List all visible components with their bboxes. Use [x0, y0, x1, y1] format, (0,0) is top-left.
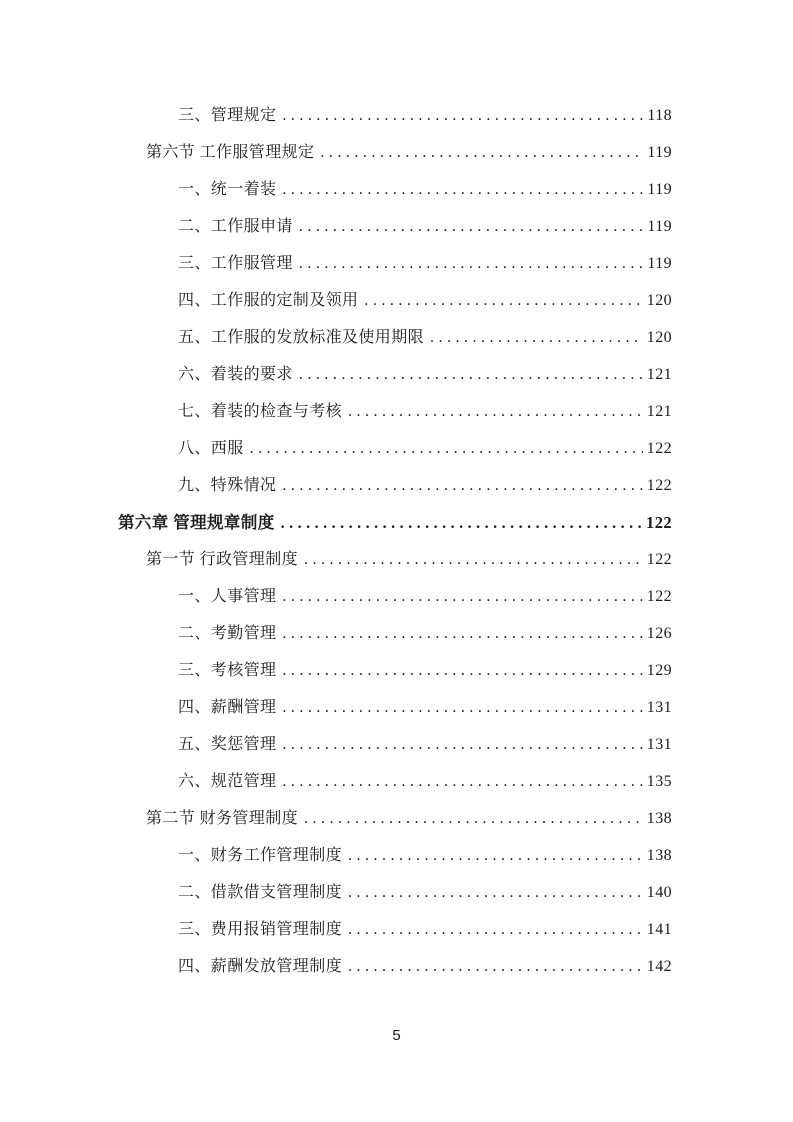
toc-entry-page: 119	[647, 144, 672, 161]
toc-entry[interactable]	[178, 97, 672, 134]
toc-leader-dots	[299, 208, 644, 245]
toc-entry-page: 122	[646, 551, 672, 568]
toc-entry-page: 129	[646, 662, 672, 679]
toc-entry-label: 七、着装的检查与考核	[178, 403, 343, 420]
toc-entry[interactable]	[178, 319, 672, 356]
page-footer	[0, 1027, 793, 1044]
toc-leader-dots	[282, 615, 642, 652]
toc-leader-dots	[320, 134, 643, 171]
toc-entry[interactable]	[178, 467, 672, 504]
toc-entry[interactable]	[178, 430, 672, 467]
toc-entry-label: 第一节 行政管理制度	[146, 551, 299, 568]
toc-entry-label: 五、奖惩管理	[178, 736, 277, 753]
toc-entry[interactable]	[178, 652, 672, 689]
toc-leader-dots	[364, 282, 642, 319]
toc-entry-page: 131	[646, 736, 672, 753]
toc-leader-dots	[282, 97, 643, 134]
toc-leader-dots	[299, 356, 643, 393]
toc-entry[interactable]	[178, 874, 672, 911]
toc-entry[interactable]	[178, 948, 672, 985]
toc-entry[interactable]	[178, 726, 672, 763]
toc-leader-dots	[299, 245, 644, 282]
toc-entry-page: 126	[646, 625, 672, 642]
toc-leader-dots	[250, 430, 643, 467]
toc-entry-page: 138	[646, 847, 672, 864]
toc-entry-label: 三、工作服管理	[178, 255, 293, 272]
toc-leader-dots	[282, 171, 643, 208]
toc-entry-label: 三、费用报销管理制度	[178, 921, 343, 938]
toc-entry-label: 八、西服	[178, 440, 244, 457]
toc-entry-label: 五、工作服的发放标准及使用期限	[178, 329, 425, 346]
toc-entry-page: 119	[647, 181, 672, 198]
toc-entry[interactable]	[178, 393, 672, 430]
toc-entry-label: 二、考勤管理	[178, 625, 277, 642]
toc-leader-dots	[348, 948, 643, 985]
toc-entry-page: 118	[647, 107, 672, 124]
toc-entry[interactable]	[146, 800, 672, 837]
toc-leader-dots	[282, 467, 642, 504]
toc-entry-label: 第六章 管理规章制度	[118, 513, 275, 532]
toc-entry-page: 121	[646, 403, 672, 420]
toc-leader-dots	[282, 726, 642, 763]
toc-entry-label: 三、管理规定	[178, 107, 277, 124]
toc-entry-page: 131	[646, 699, 672, 716]
toc-entry-page: 138	[646, 810, 672, 827]
toc-entry-page: 141	[646, 921, 672, 938]
toc-entry-page: 119	[647, 218, 672, 235]
toc-entry-page: 135	[646, 773, 672, 790]
toc-leader-dots	[281, 504, 642, 542]
toc-leader-dots	[304, 800, 643, 837]
toc-entry[interactable]	[178, 763, 672, 800]
toc-entry-label: 二、工作服申请	[178, 218, 293, 235]
toc-entry[interactable]	[178, 282, 672, 319]
toc-entry-page: 122	[646, 588, 672, 605]
toc-entry[interactable]	[178, 208, 672, 245]
toc-entry-page: 122	[646, 440, 672, 457]
toc-leader-dots	[282, 652, 642, 689]
toc-entry-page: 140	[646, 884, 672, 901]
toc-entry-label: 四、工作服的定制及领用	[178, 292, 359, 309]
toc-leader-dots	[282, 689, 642, 726]
toc-entry[interactable]	[178, 837, 672, 874]
toc-entry[interactable]	[146, 134, 672, 171]
toc-entry[interactable]	[118, 504, 672, 541]
toc-entry-page: 119	[647, 255, 672, 272]
toc-entry-page: 121	[646, 366, 672, 383]
toc-entry-label: 一、人事管理	[178, 588, 277, 605]
toc-entry-page: 122	[646, 477, 672, 494]
toc-entry[interactable]	[178, 615, 672, 652]
toc-entry-label: 一、财务工作管理制度	[178, 847, 343, 864]
toc-entry-label: 第六节 工作服管理规定	[146, 144, 315, 161]
toc-entry[interactable]	[178, 356, 672, 393]
toc-leader-dots	[348, 837, 643, 874]
toc-entry-label: 四、薪酬管理	[178, 699, 277, 716]
toc-entry-page: 120	[646, 329, 672, 346]
toc-entry-label: 四、薪酬发放管理制度	[178, 958, 343, 975]
toc-entry-label: 二、借款借支管理制度	[178, 884, 343, 901]
toc-entry[interactable]	[178, 171, 672, 208]
page-number: 5	[392, 1027, 401, 1044]
toc-entry-label: 第二节 财务管理制度	[146, 810, 299, 827]
toc-entry-label: 一、统一着装	[178, 181, 277, 198]
toc-entry-label: 九、特殊情况	[178, 477, 277, 494]
toc-leader-dots	[282, 578, 642, 615]
toc-leader-dots	[430, 319, 643, 356]
toc-entry-page: 122	[646, 513, 672, 532]
toc-leader-dots	[282, 763, 642, 800]
toc-entry[interactable]	[146, 541, 672, 578]
toc-leader-dots	[348, 874, 643, 911]
toc-entry-page: 120	[646, 292, 672, 309]
toc-entry[interactable]	[178, 245, 672, 282]
toc-entry[interactable]	[178, 689, 672, 726]
toc-entry-label: 六、着装的要求	[178, 366, 293, 383]
toc-leader-dots	[348, 393, 643, 430]
toc-entry[interactable]	[178, 911, 672, 948]
toc-leader-dots	[304, 541, 643, 578]
toc-entry[interactable]	[178, 578, 672, 615]
toc-leader-dots	[348, 911, 643, 948]
toc-entry-label: 三、考核管理	[178, 662, 277, 679]
toc-entry-page: 142	[646, 958, 672, 975]
toc-entry-label: 六、规范管理	[178, 773, 277, 790]
